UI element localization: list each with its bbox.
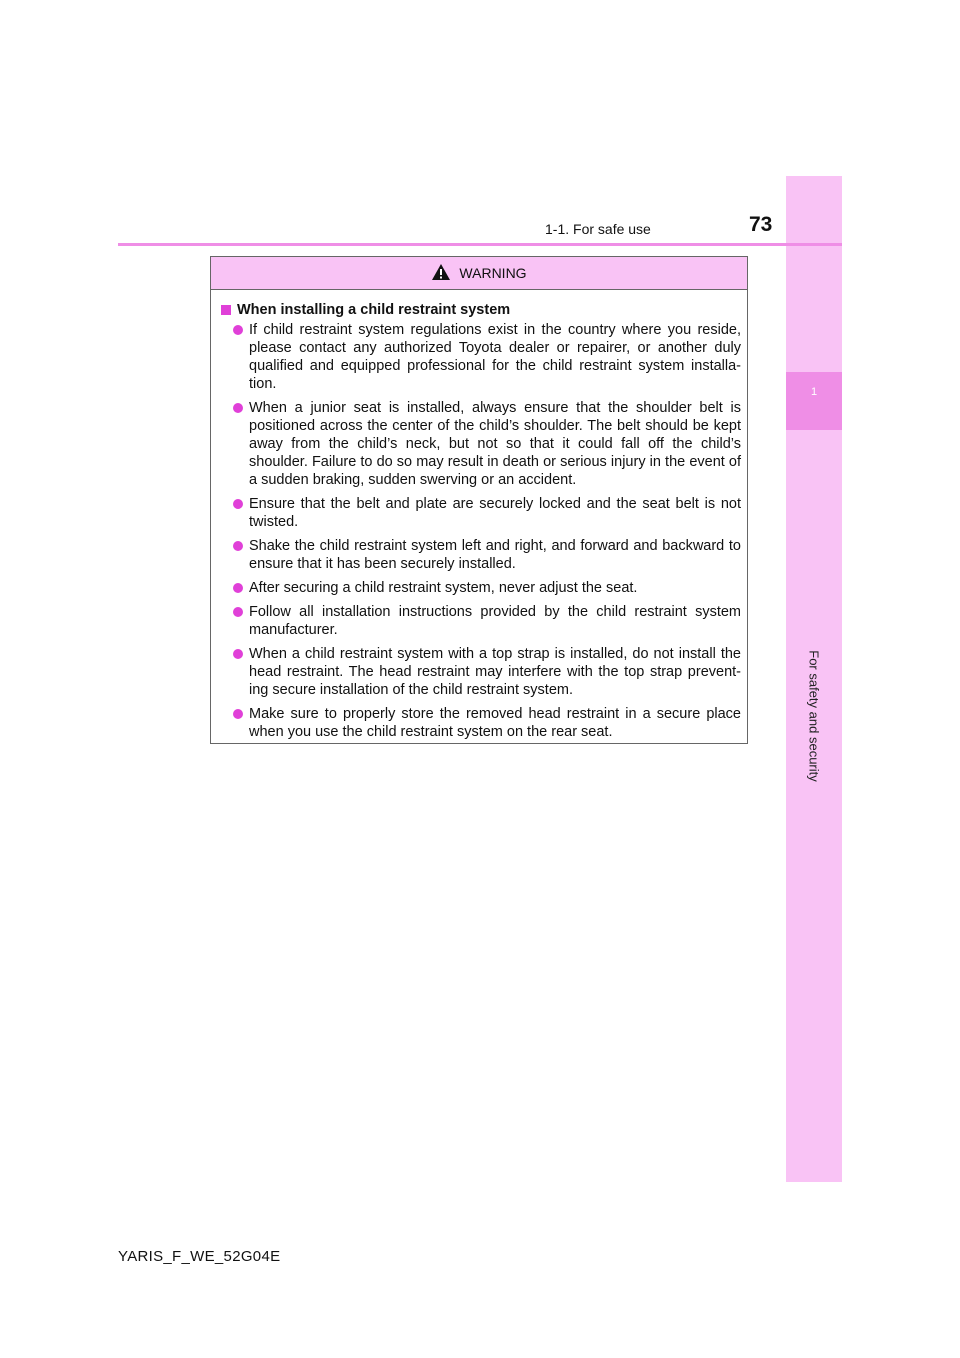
warning-item-text: Follow all installation instructions provided by the child restraint system manufacturer.	[249, 604, 741, 638]
warning-item-text: When a child restraint system with a top strap is installed, do not install the head restraint. The head restraint may interfere with the top strap prevent-ing secure installation of the child restraint system.	[249, 646, 741, 698]
warning-label: WARNING	[459, 265, 527, 281]
warning-body	[211, 290, 747, 741]
warning-item-text: After securing a child restraint system, never adjust the seat.	[249, 580, 638, 596]
warning-subheading	[221, 302, 741, 318]
warning-item-text: When a junior seat is installed, always ensure that the shoulder belt is positioned across the center of the child’s shoulder. The belt should be kept away from the child’s neck, but not so that it could fall off the child’s shoulder. Failure to do so may result in death or serious injury in the event of a sudden braking, sudden swerving or an accident.	[249, 400, 741, 488]
bullet-icon	[233, 607, 243, 617]
warning-item	[221, 603, 741, 639]
warning-item	[221, 645, 741, 699]
warning-item-text: Make sure to properly store the removed head restraint in a secure place when you use the child restraint system on the rear seat.	[249, 706, 741, 740]
bullet-icon	[233, 325, 243, 335]
warning-header	[211, 257, 747, 290]
chapter-side-tab	[786, 176, 842, 1182]
warning-item	[221, 537, 741, 573]
warning-item	[221, 579, 741, 597]
document-code: YARIS_F_WE_52G04E	[118, 1248, 281, 1265]
bullet-icon	[233, 709, 243, 719]
warning-subheading-text: When installing a child restraint system	[237, 302, 511, 318]
section-title: 1-1. For safe use	[545, 221, 651, 237]
chapter-number: 1	[810, 386, 818, 398]
bullet-icon	[233, 649, 243, 659]
warning-item-text: Shake the child restraint system left and right, and forward and backward to ensure that it has been securely installed.	[249, 538, 741, 572]
page-number: 73	[749, 213, 773, 236]
square-bullet-icon	[221, 305, 231, 315]
bullet-icon	[233, 499, 243, 509]
header-rule	[118, 243, 842, 246]
warning-item	[221, 495, 741, 531]
chapter-number-block	[786, 372, 842, 430]
bullet-icon	[233, 541, 243, 551]
chapter-title: For safety and security	[806, 650, 822, 782]
bullet-icon	[233, 583, 243, 593]
warning-triangle-icon	[431, 263, 451, 284]
warning-item	[221, 321, 741, 393]
warning-item-text: Ensure that the belt and plate are securely locked and the seat belt is not twisted.	[249, 496, 741, 530]
warning-item	[221, 705, 741, 741]
warning-box	[210, 256, 748, 744]
bullet-icon	[233, 403, 243, 413]
warning-item-text: If child restraint system regulations exist in the country where you reside, please contact any authorized Toyota dealer or repairer, or another duly qualified and equipped professional for the child restraint system installa-tion.	[249, 322, 741, 392]
warning-item	[221, 399, 741, 489]
